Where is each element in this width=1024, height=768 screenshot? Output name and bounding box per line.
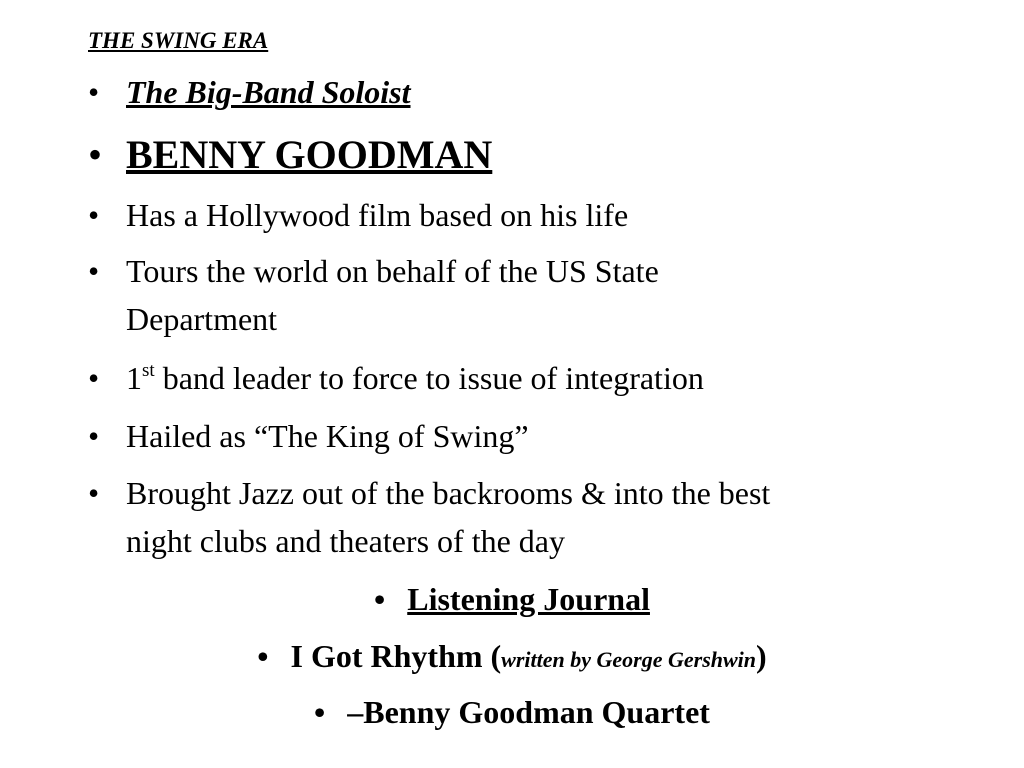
bullet-glyph: • [374,581,386,617]
bullet-text: Hailed as “The King of Swing” [126,418,529,454]
bullet-glyph: • [257,638,269,674]
bullet-glyph: • [88,74,100,110]
bullet-text-line-1: Tours the world on behalf of the US State [126,253,659,289]
bullet-glyph: • [88,197,100,233]
section-header: THE SWING ERA [88,28,269,53]
bullet-text [126,354,704,402]
bullet-glyph: • [88,418,100,454]
song-credit: written by George Gershwin [501,647,757,672]
centered-item-listening-journal [0,575,1024,623]
bullet-text [126,469,770,565]
bullet-text: The Big-Band Soloist [126,74,411,110]
song-close-paren: ) [756,638,767,674]
bullet-text: Has a Hollywood film based on his life [126,197,629,233]
performer-name: –Benny Goodman Quartet [347,694,710,730]
listening-journal-label: Listening Journal [407,581,650,617]
centered-item-song [0,632,1024,684]
bullet-glyph: • [88,253,100,289]
bullet-text-line-2: Department [126,301,278,337]
bullet-text: BENNY GOODMAN [126,132,493,177]
bullet-text-line-2: night clubs and theaters of the day [126,523,565,559]
bullet-text [126,247,659,343]
song-title: I Got Rhythm ( [290,638,502,674]
bullet-glyph: • [88,475,100,511]
bullet-text-line-1: Brought Jazz out of the backrooms & into the best [126,475,771,511]
centered-item-performer [0,688,1024,736]
bullet-text-rest: band leader to force to issue of integration [154,360,704,396]
bullet-glyph: • [88,132,103,177]
ordinal-suffix: st [142,360,155,381]
bullet-glyph: • [88,360,100,396]
bullet-glyph: • [314,694,326,730]
ordinal-number: 1 [126,360,142,396]
